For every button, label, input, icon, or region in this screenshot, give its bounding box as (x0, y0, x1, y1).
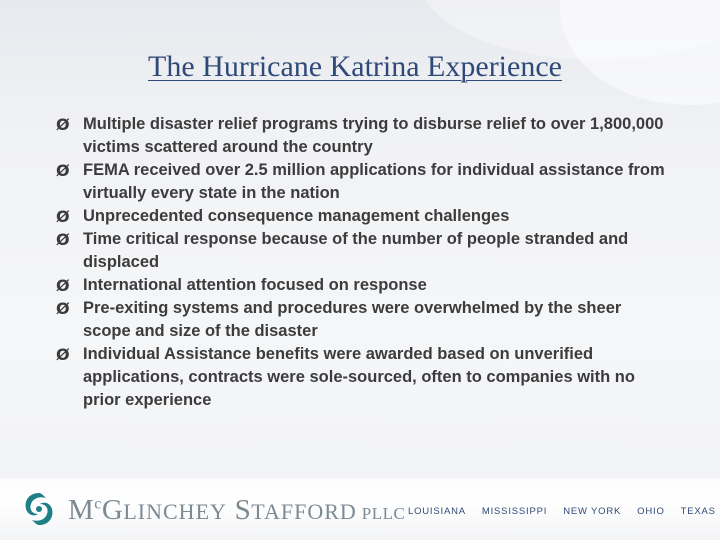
slide-title: The Hurricane Katrina Experience (148, 50, 562, 83)
bullet-text: Pre-exiting systems and procedures were overwhelmed by the sheer scope and size of the disaster (83, 299, 622, 340)
bullet-item (56, 343, 666, 412)
firm-tafford: TAFFORD (251, 499, 357, 524)
state-new-york: NEW YORK (563, 506, 622, 517)
bullet-item (56, 113, 666, 159)
firm-pllc: PLLC (361, 504, 406, 523)
firm-g: G (101, 494, 124, 526)
bullet-text: FEMA received over 2.5 million applications for individual assistance from virtually every state in the nation (83, 161, 665, 202)
arrow-bullet-icon: Ø (56, 115, 70, 134)
arrow-bullet-icon: Ø (56, 276, 70, 295)
bullet-list (56, 113, 666, 412)
footer-bar (0, 478, 720, 540)
firm-name (68, 494, 405, 527)
bullet-text: International attention focused on response (83, 276, 427, 294)
bullet-item (56, 297, 666, 343)
arrow-bullet-icon: Ø (56, 299, 70, 318)
firm-linchey: LINCHEY (123, 499, 227, 524)
firm-logo-icon (22, 490, 56, 528)
firm-mc-c: c (94, 495, 102, 513)
arrow-bullet-icon: Ø (56, 207, 70, 226)
state-texas: TEXAS (680, 506, 716, 517)
firm-mc-m: M (68, 494, 95, 526)
bullet-item (56, 159, 666, 205)
bullet-text: Unprecedented consequence management challenges (83, 207, 510, 225)
bullet-item (56, 228, 666, 274)
bullet-text: Individual Assistance benefits were awarded based on unverified applications, contracts were sole-sourced, often to companies with no prior experience (83, 345, 635, 409)
state-louisiana: LOUISIANA (408, 506, 466, 517)
firm-s: S (234, 494, 252, 526)
arrow-bullet-icon: Ø (56, 230, 70, 249)
office-locations (408, 506, 716, 517)
bullet-item (56, 205, 666, 228)
state-ohio: OHIO (637, 506, 665, 517)
arrow-bullet-icon: Ø (56, 161, 70, 180)
bullet-item (56, 274, 666, 297)
arrow-bullet-icon: Ø (56, 345, 70, 364)
bullet-text: Multiple disaster relief programs trying to disburse relief to over 1,800,000 victims scattered around the country (83, 115, 664, 156)
bullet-text: Time critical response because of the number of people stranded and displaced (83, 230, 629, 271)
state-mississippi: MISSISSIPPI (481, 506, 548, 517)
